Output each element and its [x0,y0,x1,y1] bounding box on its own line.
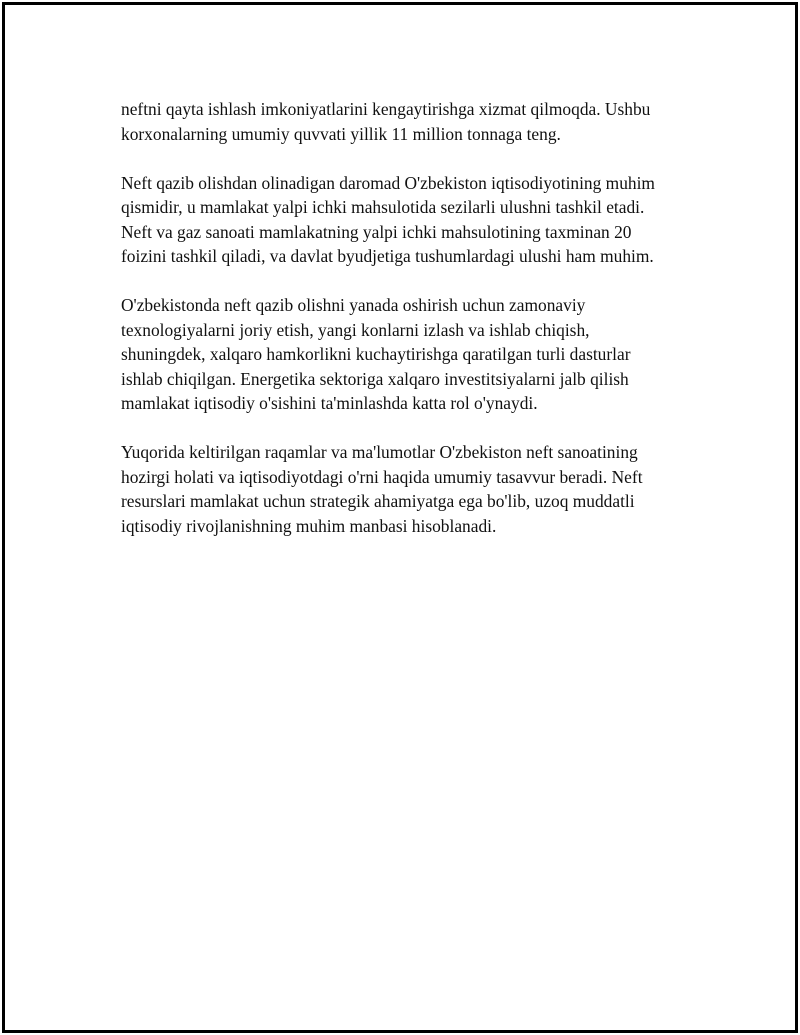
paragraph-3: O'zbekistonda neft qazib olishni yanada oshirish uchun zamonaviy texnologiyalarni joriy etish, yangi konlarni izlash va ishlab chiqish, shuningdek, xalqaro hamkorlikni kuchaytirishga qaratilgan turli dasturlar ishlab chiqilgan. Energetika sektoriga xalqaro investitsiyalarni jalb qilish mamlakat iqtisodiy o'sishini ta'minlashda katta rol o'ynaydi. [121,295,631,413]
paragraph-1: neftni qayta ishlash imkoniyatlarini kengaytirishga xizmat qilmoqda. Ushbu korxonalarning umumiy quvvati yillik 11 million tonnaga teng. [121,99,651,144]
paragraph-4: Yuqorida keltirilgan raqamlar va ma'lumotlar O'zbekiston neft sanoatining hozirgi holati va iqtisodiyotdagi o'rni haqida umumiy tasavvur beradi. Neft resurslari mamlakat uchun strategik ahamiyatga ega bo'lib, uzoq muddatli iqtisodiy rivojlanishning muhim manbasi hisoblanadi. [121,442,643,536]
paragraph-2: Neft qazib olishdan olinadigan daromad O'zbekiston iqtisodiyotining muhim qismidir, u mamlakat yalpi ichki mahsulotida sezilarli ulushni tashkil etadi. Neft va gaz sanoati mamlakatning yalpi ichki mahsulotining taxminan 20 foizini tashkil qiladi, va davlat byudjetiga tushumlardagi ulushi ham muhim. [121,172,655,266]
page-border [2,2,798,1033]
document-body [121,97,701,563]
